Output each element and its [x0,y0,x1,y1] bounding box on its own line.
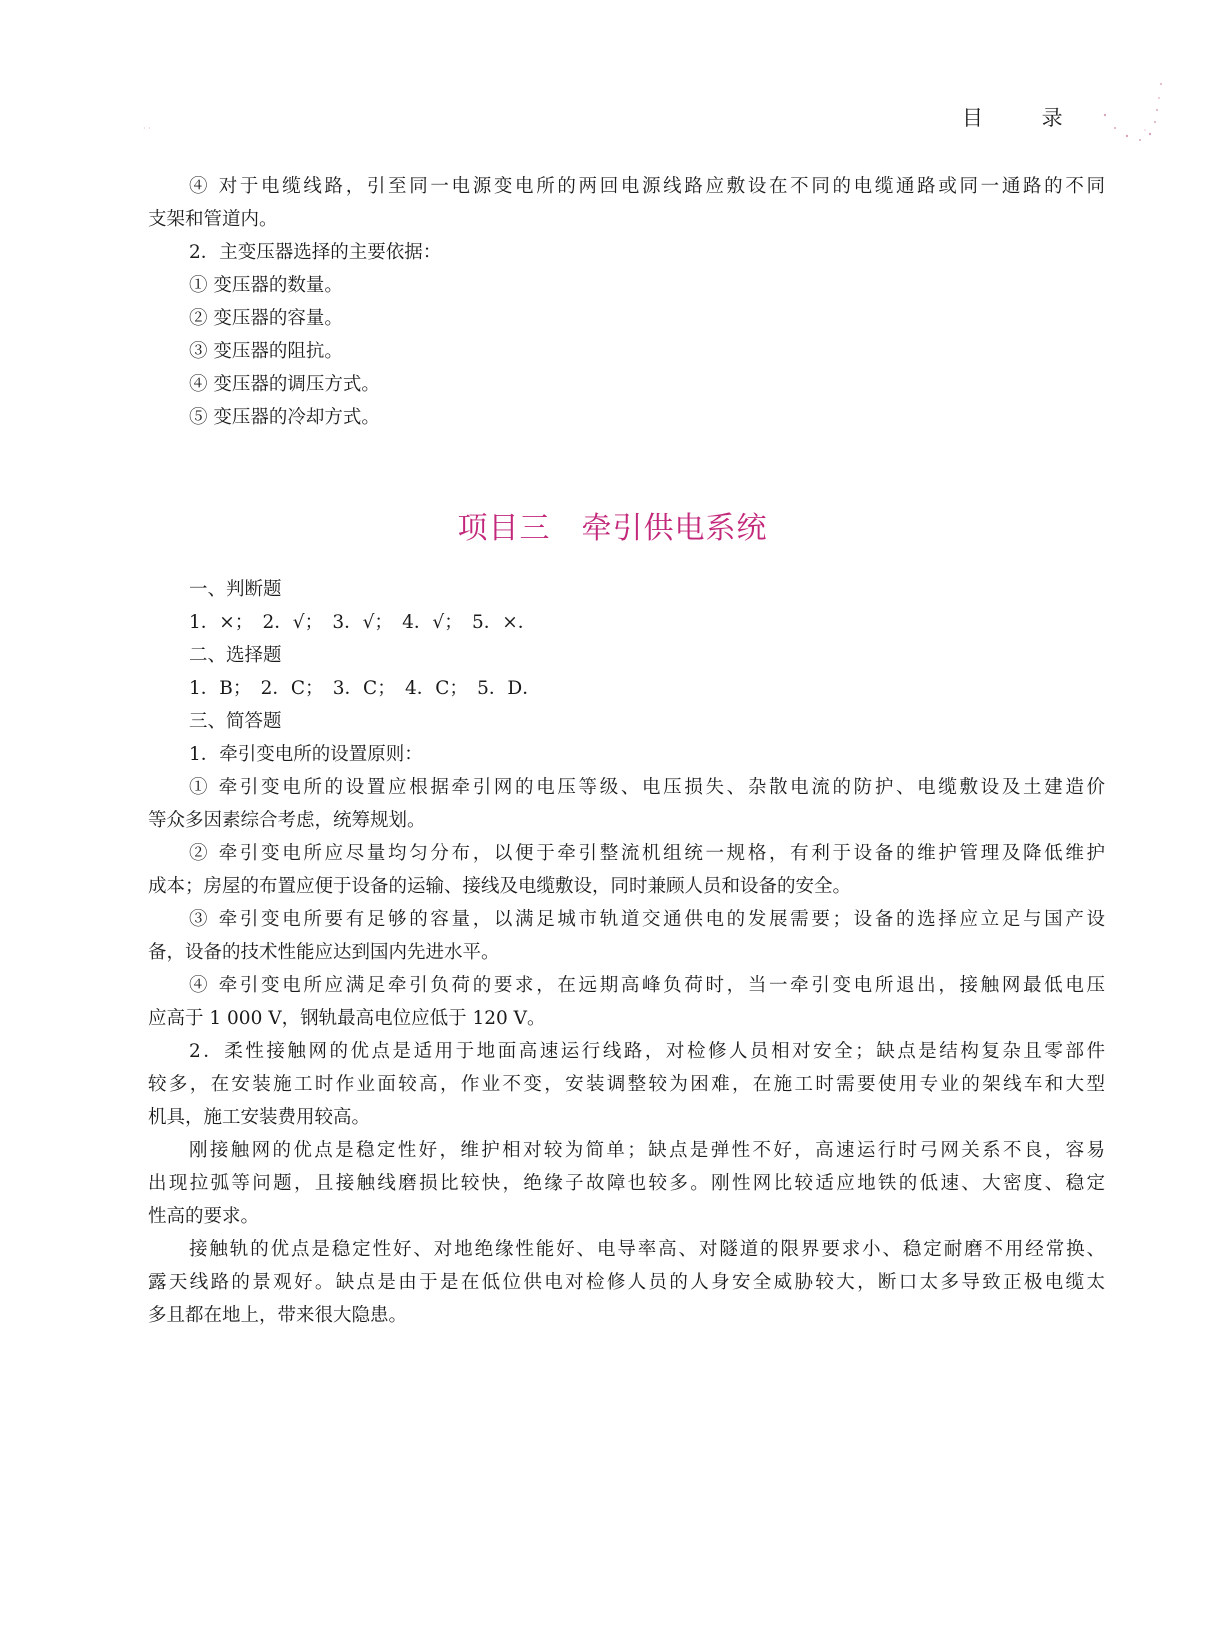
subheading: 三、简答题 [189,711,282,732]
paragraph-line: ② 牵引变电所应尽量均匀分布，以便于牵引整流机组统一规格，有利于设备的维护管理及降低维护 [189,843,1105,864]
paragraph-line: 备，设备的技术性能应达到国内先进水平。 [148,942,500,963]
question-heading: 1．牵引变电所的设置原则： [189,744,423,765]
answer-line: 1．×； 2．√； 3．√； 4．√； 5．×． [189,612,537,633]
paragraph-line: 应高于 1 000 V，钢轨最高电位应低于 120 V。 [148,1008,546,1029]
running-header: 目 录 [962,106,1089,130]
paragraph-line: 机具，施工安装费用较高。 [148,1107,371,1128]
paragraph-line: ④ 牵引变电所应满足牵引负荷的要求，在远期高峰负荷时，当一牵引变电所退出，接触网最低电压 [189,975,1105,996]
paragraph-line: 等众多因素综合考虑，统筹规划。 [148,810,426,831]
subheading: 二、选择题 [189,645,282,666]
paragraph-line: 2．柔性接触网的优点是适用于地面高速运行线路，对检修人员相对安全；缺点是结构复杂且零部件 [189,1041,1105,1062]
paragraph-line: 支架和管道内。 [148,209,278,230]
list-item: ⑤ 变压器的冷却方式。 [189,407,380,428]
decoration-dots-left: · · [143,124,151,133]
paragraph-line: 出现拉弧等问题，且接触线磨损比较快，绝缘子故障也较多。刚性网比较适应地铁的低速、大密度、稳定 [148,1173,1105,1194]
section-title: 项目三 牵引供电系统 [457,511,768,546]
paragraph-line: ④ 对于电缆线路，引至同一电源变电所的两回电源线路应敷设在不同的电缆通路或同一通路的不同 [189,176,1105,197]
paragraph-line: 性高的要求。 [148,1206,260,1227]
list-item: ④ 变压器的调压方式。 [189,374,380,395]
paragraph-line: 露天线路的景观好。缺点是由于是在低位供电对检修人员的人身安全威胁较大，断口太多导致正极电缆太 [148,1272,1105,1293]
paragraph-line: 多且都在地上，带来很大隐患。 [148,1305,408,1326]
paragraph-line: 接触轨的优点是稳定性好、对地绝缘性能好、电导率高、对隧道的限界要求小、稳定耐磨不用经常换、 [189,1239,1105,1260]
list-item: ③ 变压器的阻抗。 [189,341,343,362]
paragraph-line: 较多，在安装施工时作业面较高，作业不变，安装调整较为困难，在施工时需要使用专业的架线车和大型 [148,1074,1105,1095]
subheading: 一、判断题 [189,579,282,600]
paragraph-line: ③ 牵引变电所要有足够的容量，以满足城市轨道交通供电的发展需要；设备的选择应立足与国产设 [189,909,1105,930]
paragraph-line: 刚接触网的优点是稳定性好，维护相对较为简单；缺点是弹性不好，高速运行时弓网关系不良，容易 [189,1140,1105,1161]
list-item: ② 变压器的容量。 [189,308,343,329]
paragraph-line: 2．主变压器选择的主要依据： [189,242,442,263]
list-item: ① 变压器的数量。 [189,275,343,296]
paragraph-line: 成本；房屋的布置应便于设备的运输、接线及电缆敷设，同时兼顾人员和设备的安全。 [148,876,852,897]
answer-line: 1．B； 2．C； 3．C； 4．C； 5．D． [189,678,541,699]
paragraph-line: ① 牵引变电所的设置应根据牵引网的电压等级、电压损失、杂散电流的防护、电缆敷设及土建造价 [189,777,1105,798]
